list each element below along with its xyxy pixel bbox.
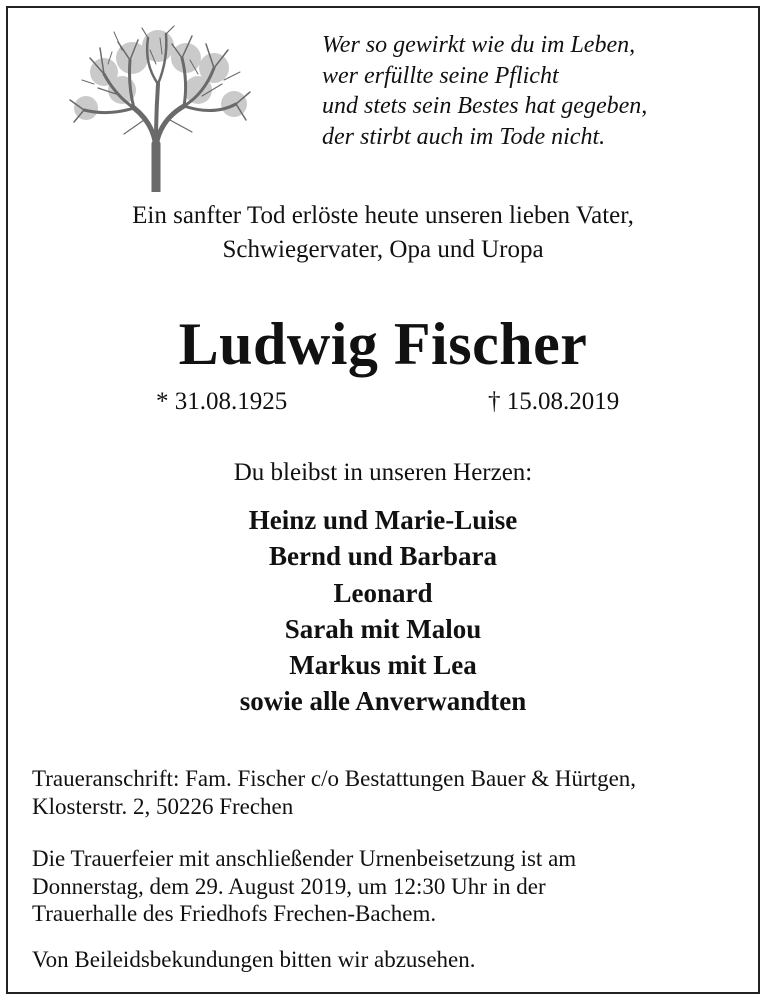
mourner-name: Sarah mit Malou xyxy=(284,613,482,644)
death-date: † 15.08.2019 xyxy=(488,388,620,415)
ceremony-line: Donnerstag, dem 29. August 2019, um 12:30 Uhr in der xyxy=(32,873,546,899)
ceremony-line: Trauerhalle des Friedhofs Frechen-Bachem. xyxy=(32,901,437,926)
mourner-name: Bernd und Barbara xyxy=(268,541,498,572)
mourner-name: sowie alle Anverwandten xyxy=(239,686,527,717)
ceremony-line: Die Trauerfeier mit anschließender Urnenbeisetzung ist am xyxy=(32,846,577,871)
intro-text xyxy=(0,199,766,267)
memorial-poem xyxy=(322,30,742,152)
mourner-name: Heinz und Marie-Luise xyxy=(248,505,518,535)
mourner-name: Markus mit Lea xyxy=(289,650,477,681)
mourners-list xyxy=(0,502,766,720)
mourning-address xyxy=(32,765,752,820)
poem-line: Wer so gewirkt wie du im Leben, xyxy=(322,32,636,58)
ceremony-info xyxy=(32,845,752,928)
intro-line: Ein sanfter Tod erlöste heute unseren lieben Vater, xyxy=(132,202,634,229)
tree-illustration xyxy=(64,24,254,192)
poem-line: der stirbt auch im Tode nicht. xyxy=(322,123,606,150)
address-line: Klosterstr. 2, 50226 Frechen xyxy=(32,793,294,819)
poem-line: wer erfüllte seine Pflicht xyxy=(322,62,559,89)
intro-line: Schwiegervater, Opa und Uropa xyxy=(222,236,544,263)
mourner-name: Leonard xyxy=(333,577,433,608)
mourners-heading: Du bleibst in unseren Herzen: xyxy=(233,459,533,486)
poem-line: und stets sein Bestes hat gegeben, xyxy=(322,93,648,119)
closing-note: Von Beileidsbekundungen bitten wir abzusehen. xyxy=(32,947,476,972)
birth-date: * 31.08.1925 xyxy=(156,388,288,415)
deceased-name: Ludwig Fischer xyxy=(178,311,588,377)
address-line: Traueranschrift: Fam. Fischer c/o Bestattungen Bauer & Hürtgen, xyxy=(32,766,637,791)
